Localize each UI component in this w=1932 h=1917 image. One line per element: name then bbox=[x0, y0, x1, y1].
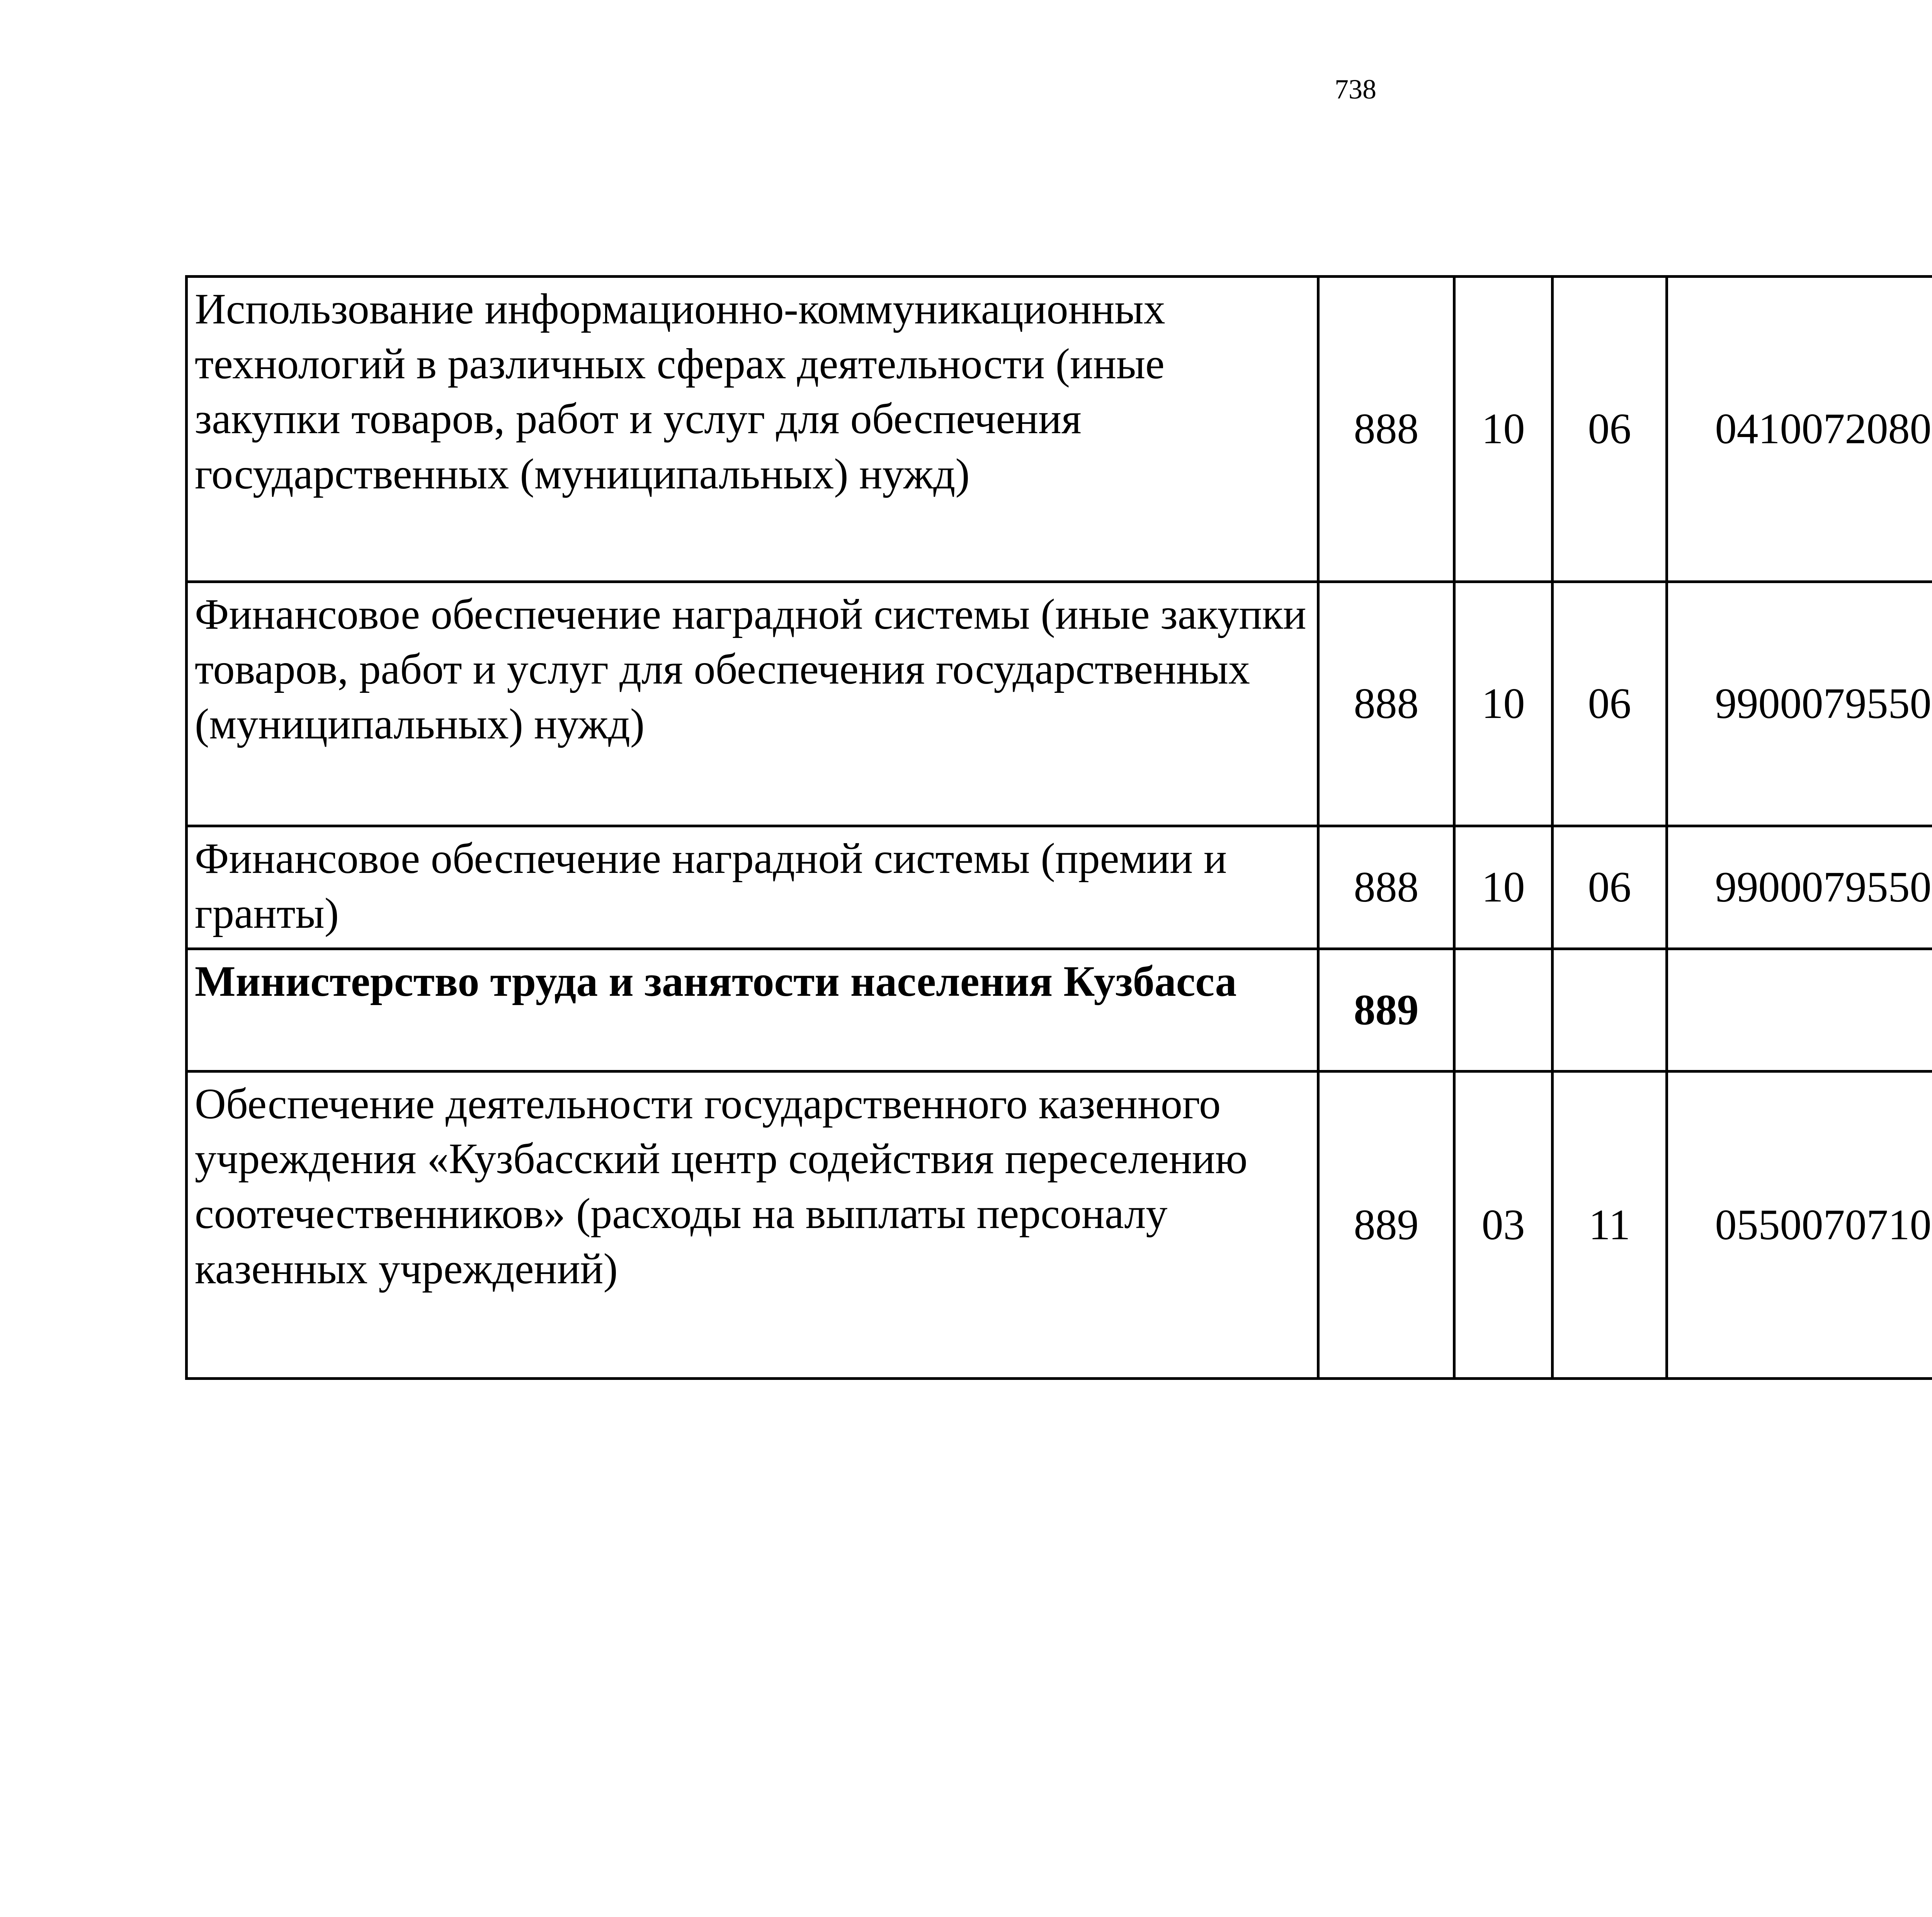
table-row bbox=[187, 826, 1932, 949]
row-description: Министерство труда и занятости населения Кузбасса bbox=[187, 949, 1318, 1072]
ministry-code: 888 bbox=[1318, 582, 1454, 826]
target-article-code: 9900079550 bbox=[1667, 582, 1932, 826]
target-article-code: 9900079550 bbox=[1667, 826, 1932, 949]
budget-table bbox=[185, 275, 1932, 1380]
subsection-code: 06 bbox=[1553, 826, 1667, 949]
ministry-code: 888 bbox=[1318, 826, 1454, 949]
ministry-code: 889 bbox=[1318, 949, 1454, 1072]
page-number: 738 bbox=[1335, 74, 1376, 105]
row-description: Финансовое обеспечение наградной системы (иные закупки товаров, работ и услуг для обеспечения государственных (муниципальных) нужд) bbox=[187, 582, 1318, 826]
subsection-code bbox=[1553, 949, 1667, 1072]
ministry-code: 888 bbox=[1318, 277, 1454, 582]
target-article-code: 0550070710 bbox=[1667, 1072, 1932, 1379]
section-code: 10 bbox=[1454, 582, 1553, 826]
target-article-code: 0410072080 bbox=[1667, 277, 1932, 582]
row-description: Финансовое обеспечение наградной системы (премии и гранты) bbox=[187, 826, 1318, 949]
section-code: 03 bbox=[1454, 1072, 1553, 1379]
row-description: Обеспечение деятельности государственного казенного учреждения «Кузбасский центр содействия переселению соотечественников» (расходы на выплаты персоналу казенных учреждений) bbox=[187, 1072, 1318, 1379]
section-code bbox=[1454, 949, 1553, 1072]
section-code: 10 bbox=[1454, 826, 1553, 949]
table-row bbox=[187, 582, 1932, 826]
subsection-code: 11 bbox=[1553, 1072, 1667, 1379]
subsection-code: 06 bbox=[1553, 277, 1667, 582]
ministry-code: 889 bbox=[1318, 1072, 1454, 1379]
table-row bbox=[187, 1072, 1932, 1379]
table-row bbox=[187, 277, 1932, 582]
section-code: 10 bbox=[1454, 277, 1553, 582]
subsection-code: 06 bbox=[1553, 582, 1667, 826]
table-row bbox=[187, 949, 1932, 1072]
row-description: Использование информационно-коммуникационных технологий в различных сферах деятельности (иные закупки товаров, работ и услуг для обеспечения государственных (муниципальных) нужд) bbox=[187, 277, 1318, 582]
target-article-code bbox=[1667, 949, 1932, 1072]
